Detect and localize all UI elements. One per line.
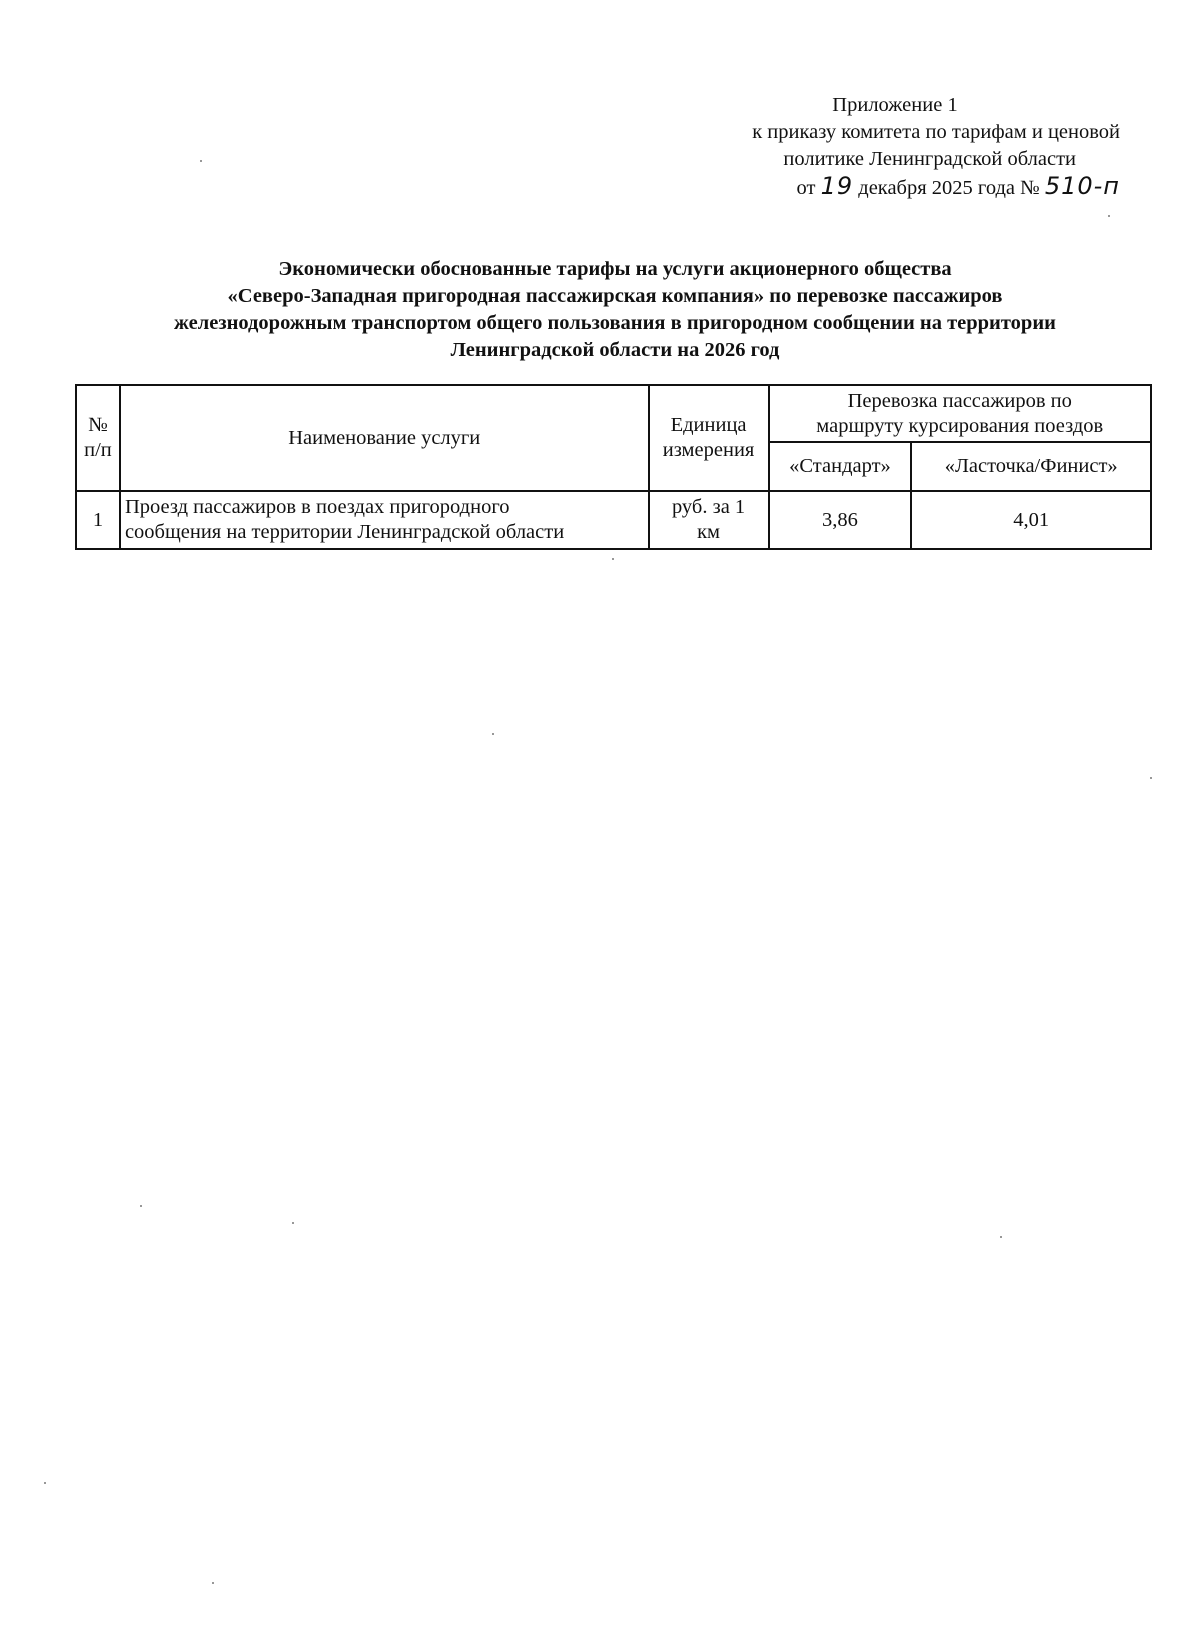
title-line: Ленинградской области на 2026 год	[450, 339, 780, 361]
document-title	[70, 256, 1160, 364]
header-transport-group: Перевозка пассажиров по маршруту курсирования поездов	[769, 385, 1151, 442]
date-middle: декабря 2025 года №	[858, 177, 1040, 199]
appendix-committee: политике Ленинградской области	[783, 148, 1076, 170]
header-unit: Единица измерения	[649, 385, 769, 491]
appendix-date-line	[650, 173, 1120, 202]
scan-speck	[212, 1582, 214, 1584]
cell-row-number: 1	[76, 491, 120, 549]
scan-speck	[200, 160, 202, 162]
title-line: железнодорожным транспортом общего пользования в пригородном сообщении на территории	[174, 312, 1056, 334]
header-standard: «Стандарт»	[769, 442, 912, 491]
handwritten-order-number: 510-п	[1044, 172, 1120, 200]
cell-lastochka-price: 4,01	[911, 491, 1151, 549]
scan-speck	[1000, 1236, 1002, 1238]
table-row	[76, 491, 1151, 549]
scan-speck	[292, 1222, 294, 1224]
header-service-name: Наименование услуги	[120, 385, 649, 491]
scan-speck	[612, 558, 614, 560]
table-header-row	[76, 385, 1151, 442]
scan-speck	[140, 1205, 142, 1207]
scan-speck	[1150, 777, 1152, 779]
cell-standard-price: 3,86	[769, 491, 912, 549]
header-row-number: № п/п	[76, 385, 120, 491]
header-lastochka: «Ласточка/Финист»	[911, 442, 1151, 491]
title-line: «Северо-Западная пригородная пассажирская компания» по перевозке пассажиров	[227, 285, 1003, 307]
appendix-header	[650, 92, 1120, 202]
handwritten-day: 19	[820, 172, 854, 200]
date-prefix: от	[796, 177, 816, 199]
scan-speck	[492, 733, 494, 735]
cell-unit: руб. за 1 км	[649, 491, 769, 549]
scan-speck	[1108, 215, 1110, 217]
cell-service-name: Проезд пассажиров в поездах пригородного сообщения на территории Ленинградской области	[120, 491, 649, 549]
appendix-order-ref: к приказу комитета по тарифам и ценовой	[752, 121, 1120, 143]
title-line: Экономически обоснованные тарифы на услуги акционерного общества	[278, 258, 952, 280]
appendix-title: Приложение 1	[832, 94, 958, 116]
tariff-table	[75, 384, 1152, 550]
scan-speck	[44, 1482, 46, 1484]
